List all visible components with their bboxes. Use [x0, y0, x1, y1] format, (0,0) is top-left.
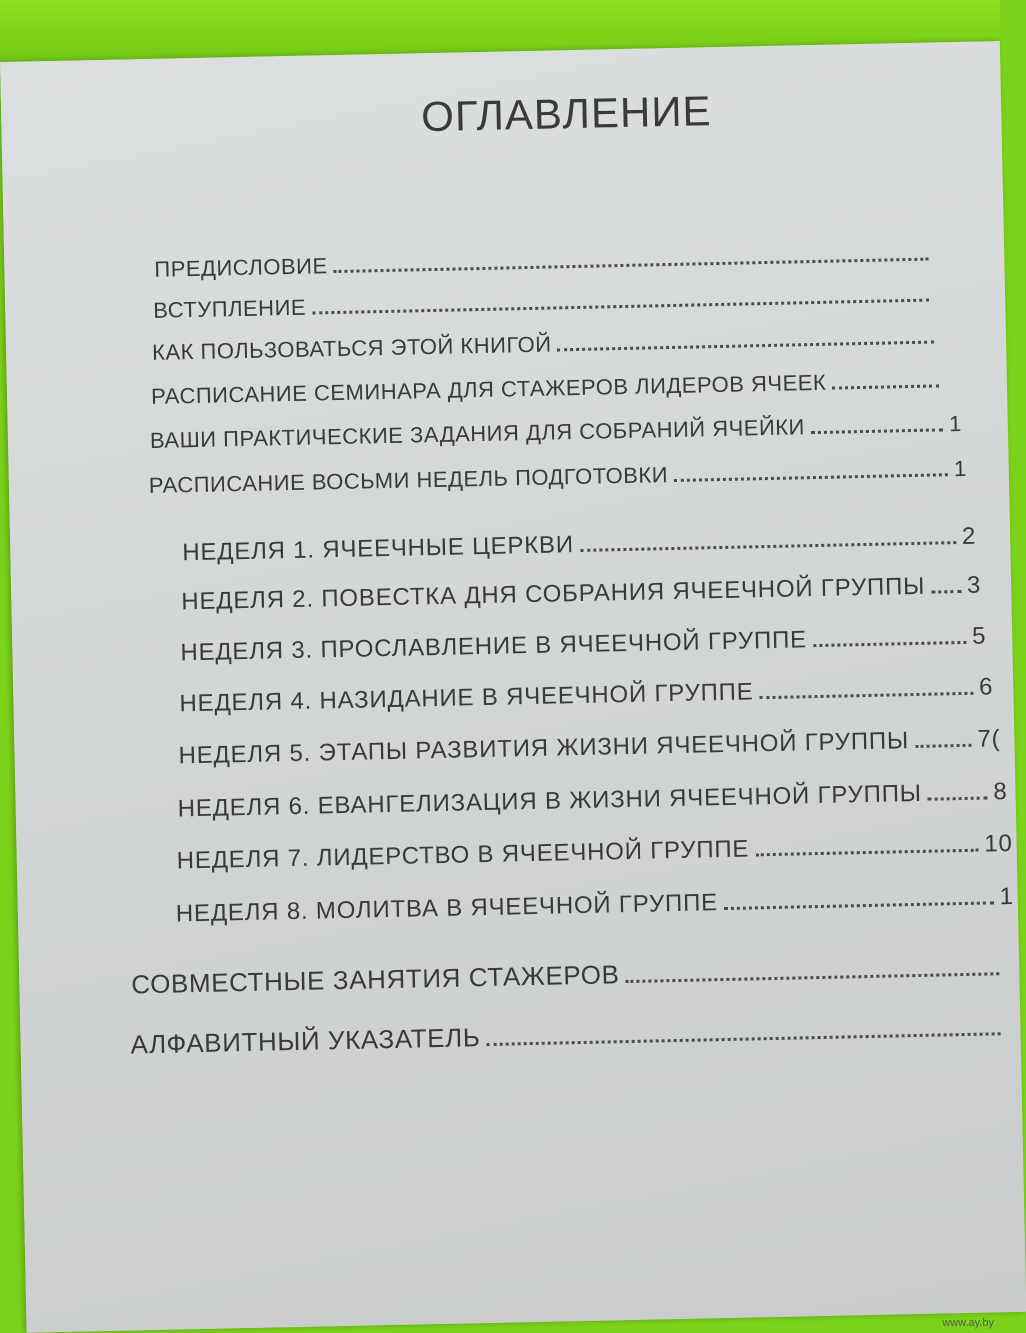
toc-entry-page: 3	[966, 571, 982, 599]
toc-entry-label: НЕДЕЛЯ 8. МОЛИТВА В ЯЧЕЕЧНОЙ ГРУППЕ	[175, 889, 719, 928]
toc-entry-page: 1	[999, 882, 1014, 911]
dot-leader	[931, 590, 961, 594]
toc-entry	[152, 323, 950, 366]
toc-entry-page: 7(	[977, 725, 1001, 753]
toc-entry-label: НЕДЕЛЯ 3. ПРОСЛАВЛЕНИЕ В ЯЧЕЕЧНОЙ ГРУППЕ	[180, 626, 808, 667]
toc-entry-label: НЕДЕЛЯ 1. ЯЧЕЕЧНЫЕ ЦЕРКВИ	[182, 531, 575, 567]
dot-leader	[724, 901, 994, 910]
toc-entry	[131, 951, 1015, 1001]
toc-week-entry	[179, 673, 993, 718]
toc-entry-label: ПРЕДИСЛОВИЕ	[154, 253, 328, 282]
toc-week-entry	[182, 523, 976, 568]
dot-leader	[928, 796, 988, 800]
dot-leader	[580, 541, 956, 552]
toc-entry-label: АЛФАВИТНЫЙ УКАЗАТЕЛЬ	[130, 1022, 481, 1060]
toc-entry-page: 8	[993, 778, 1008, 806]
toc-entry	[151, 367, 955, 410]
dot-leader	[832, 384, 939, 389]
toc-entry-label: РАСПИСАНИЕ СЕМИНАРА ДЛЯ СТАЖЕРОВ ЛИДЕРОВ ЯЧЕЕК	[150, 369, 827, 409]
toc-entry	[153, 281, 945, 324]
toc-entry-label: НЕДЕЛЯ 7. ЛИДЕРСТВО В ЯЧЕЕЧНОЙ ГРУППЕ	[176, 835, 750, 875]
toc-entry-label: ВАШИ ПРАКТИЧЕСКИЕ ЗАДАНИЯ ДЛЯ СОБРАНИЙ ЯЧЕЙКИ	[149, 414, 806, 453]
toc-entry-page: 1	[953, 455, 967, 482]
dot-leader	[334, 258, 929, 273]
dot-leader	[915, 744, 972, 748]
toc-week-entry	[178, 725, 1000, 770]
toc-week-entry	[176, 883, 1014, 929]
dot-leader	[755, 849, 978, 857]
toc-entry-label: КАК ПОЛЬЗОВАТЬСЯ ЭТОЙ КНИГОЙ	[151, 331, 552, 365]
toc-week-entry	[180, 622, 986, 667]
toc-entry	[154, 240, 944, 283]
page-title: ОГЛАВЛЕНИЕ	[420, 87, 712, 141]
toc-entry-page: 2	[961, 522, 977, 550]
toc-week-entry	[176, 830, 1012, 876]
dot-leader	[674, 473, 948, 482]
toc-entry-page: 5	[971, 622, 987, 650]
toc-entry-page: 6	[978, 673, 994, 701]
dot-leader	[487, 1032, 1001, 1046]
dot-leader	[811, 428, 943, 434]
toc-entry-label: НЕДЕЛЯ 6. ЕВАНГЕЛИЗАЦИЯ В ЖИЗНИ ЯЧЕЕЧНОЙ ГРУППЫ	[177, 779, 923, 823]
toc-entry	[130, 1011, 1016, 1061]
toc-week-entry	[181, 572, 981, 617]
toc-entry-label: НЕДЕЛЯ 2. ПОВЕСТКА ДНЯ СОБРАНИЯ ЯЧЕЕЧНОЙ ГРУППЫ	[181, 572, 926, 616]
toc-entry	[150, 411, 962, 454]
dot-leader	[312, 299, 929, 315]
toc-entry-label: ВСТУПЛЕНИЕ	[152, 294, 307, 323]
book-page	[0, 41, 1026, 1333]
toc-entry-page: 1	[948, 410, 963, 437]
dot-leader	[760, 692, 974, 699]
toc-week-entry	[177, 778, 1007, 823]
toc-entry	[149, 456, 967, 499]
toc-entry-label: НЕДЕЛЯ 5. ЭТАПЫ РАЗВИТИЯ ЖИЗНИ ЯЧЕЕЧНОЙ ГРУППЫ	[178, 727, 910, 770]
toc-entry-label: СОВМЕСТНЫЕ ЗАНЯТИЯ СТАЖЕРОВ	[131, 959, 620, 1000]
toc-entry-label: РАСПИСАНИЕ ВОСЬМИ НЕДЕЛЬ ПОДГОТОВКИ	[148, 462, 669, 498]
watermark: www.ay.by	[942, 1317, 994, 1329]
dot-leader	[558, 341, 934, 352]
toc-entry-page: 10	[984, 829, 1013, 858]
toc-entry-label: НЕДЕЛЯ 4. НАЗИДАНИЕ В ЯЧЕЕЧНОЙ ГРУППЕ	[179, 678, 754, 718]
dot-leader	[813, 641, 966, 647]
dot-leader	[626, 972, 1000, 983]
